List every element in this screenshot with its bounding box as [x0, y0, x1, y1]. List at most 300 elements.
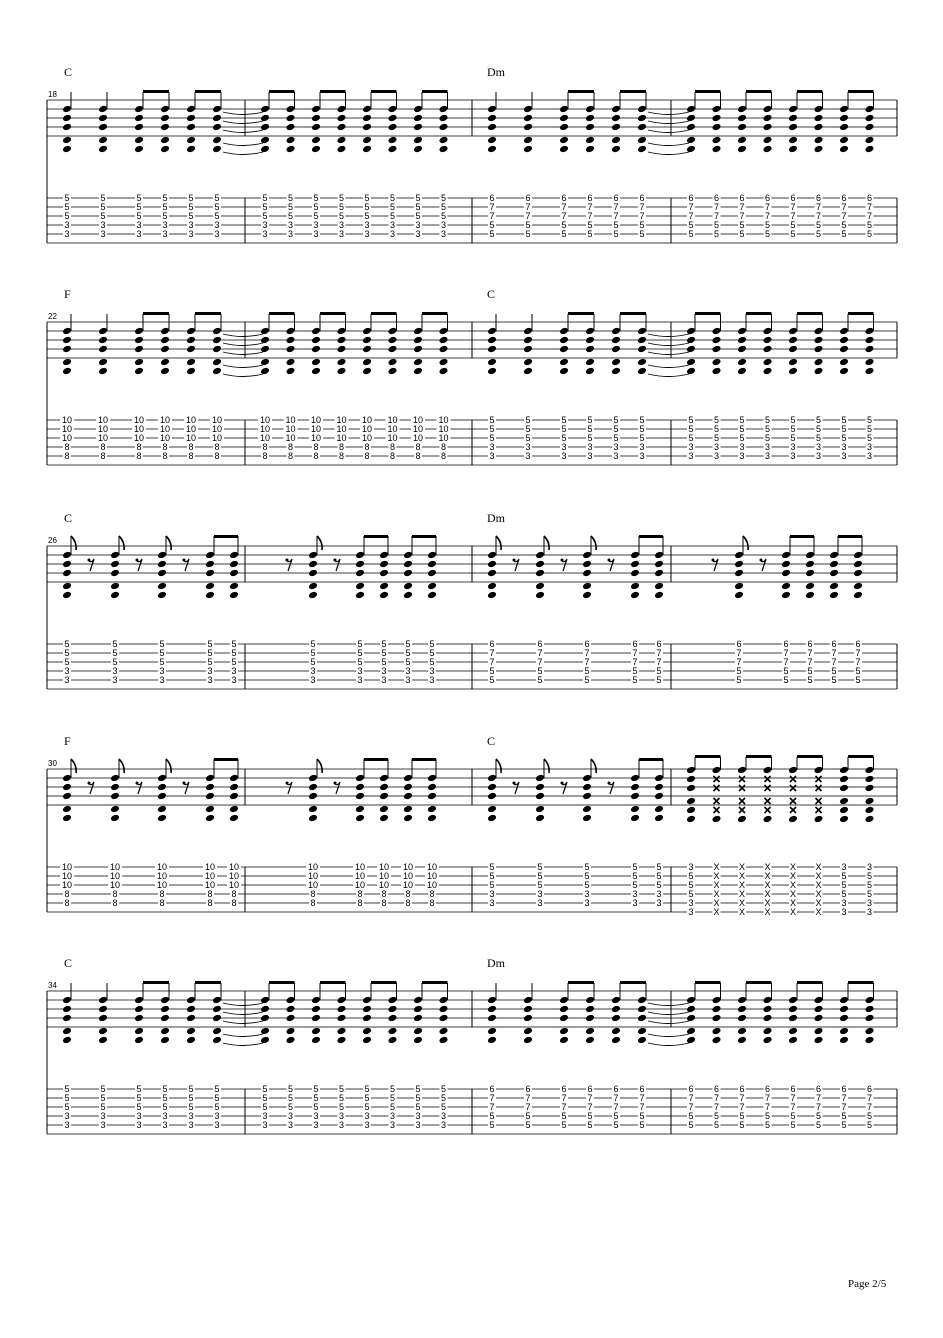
tab-number: 3	[338, 220, 345, 230]
notehead	[413, 105, 423, 113]
tab-number: 10	[97, 424, 109, 434]
notehead	[630, 805, 640, 813]
tab-number: 6	[584, 639, 590, 649]
notehead	[853, 591, 863, 599]
tab-number: 5	[262, 1093, 268, 1103]
notehead	[186, 327, 196, 335]
measure-number: 18	[48, 90, 57, 99]
notehead	[160, 1005, 170, 1013]
notehead	[337, 1036, 347, 1044]
tab-number: 8	[188, 451, 194, 461]
tab-number: 3	[866, 907, 873, 917]
tab-number: 5	[64, 1102, 70, 1112]
tie	[648, 1012, 689, 1015]
notehead	[814, 996, 824, 1004]
notehead	[110, 774, 120, 782]
beam	[746, 90, 772, 93]
notehead	[212, 327, 222, 335]
notehead	[788, 358, 798, 366]
tab-number: 5	[440, 1102, 447, 1112]
tab-number: 7	[764, 1093, 771, 1103]
notehead	[654, 814, 664, 822]
notehead	[212, 996, 222, 1004]
tab-number: 5	[587, 1111, 593, 1121]
notehead	[439, 996, 449, 1004]
tab-number: 5	[64, 202, 70, 212]
notehead	[439, 105, 449, 113]
tab-number: 5	[389, 193, 396, 203]
tab-number: 8	[287, 451, 294, 461]
notehead	[157, 582, 167, 590]
notehead	[734, 591, 744, 599]
notehead	[781, 582, 791, 590]
notehead	[487, 591, 497, 599]
tab-number: 8	[429, 889, 435, 899]
tab-number: 5	[112, 657, 118, 667]
notehead	[439, 1005, 449, 1013]
notehead	[186, 1027, 196, 1035]
muted-notehead	[765, 807, 771, 813]
notehead	[788, 345, 798, 353]
tab-number: 5	[262, 1084, 268, 1094]
notehead	[98, 1014, 108, 1022]
tab-number: 3	[739, 442, 745, 452]
notehead	[229, 814, 239, 822]
notehead	[487, 1005, 497, 1013]
tab-number: 5	[162, 1084, 168, 1094]
notehead	[487, 1027, 497, 1035]
notehead	[788, 105, 798, 113]
notehead	[337, 136, 347, 144]
notehead	[637, 105, 647, 113]
tab-number: 5	[688, 1111, 694, 1121]
notehead	[427, 774, 437, 782]
tab-number: 7	[525, 202, 531, 212]
tab-number: 10	[211, 424, 223, 434]
notehead	[487, 774, 497, 782]
notehead	[611, 1005, 621, 1013]
tab-number: 5	[739, 1111, 745, 1121]
tab-number: 5	[313, 1093, 319, 1103]
notehead	[186, 145, 196, 153]
muted-notehead	[765, 776, 771, 782]
tab-number: 5	[639, 1120, 645, 1130]
notehead	[487, 582, 497, 590]
beam	[639, 535, 663, 538]
tab-number: 3	[112, 675, 118, 685]
tab-number: 3	[639, 451, 645, 461]
notehead	[439, 123, 449, 131]
tab-number: 5	[841, 1120, 847, 1130]
notehead	[535, 591, 545, 599]
tab-number: 10	[185, 433, 197, 443]
tab-muted-mark: X	[789, 880, 797, 890]
tab-number: 10	[426, 880, 438, 890]
notehead	[286, 123, 296, 131]
notehead	[781, 551, 791, 559]
notehead	[427, 814, 437, 822]
notehead	[379, 560, 389, 568]
tab-number: 3	[713, 451, 720, 461]
tab-number: 5	[688, 424, 694, 434]
tab-number: 5	[841, 415, 847, 425]
tie	[648, 334, 689, 337]
tab-number: 5	[831, 666, 837, 676]
tie	[223, 130, 263, 133]
tab-number: 3	[790, 442, 796, 452]
notehead	[737, 1014, 747, 1022]
chord-symbol: Dm	[487, 511, 505, 525]
notehead	[523, 1014, 533, 1022]
note-flag	[119, 759, 124, 773]
tab-number: 5	[287, 193, 294, 203]
tab-number: 5	[136, 1084, 142, 1094]
notehead	[865, 1005, 875, 1013]
tab-number: 5	[632, 880, 638, 890]
tab-number: 5	[584, 675, 590, 685]
notehead	[388, 327, 398, 335]
tab-number: 10	[402, 862, 414, 872]
tab-number: 5	[739, 415, 745, 425]
tab-muted-mark: X	[789, 889, 797, 899]
muted-notehead	[714, 798, 720, 804]
notehead	[379, 814, 389, 822]
notehead	[205, 569, 215, 577]
tab-number: 7	[489, 211, 495, 221]
notehead	[487, 136, 497, 144]
tab-number: 8	[262, 451, 268, 461]
tab-muted-mark: X	[713, 898, 720, 908]
notehead	[379, 774, 389, 782]
notehead	[865, 1027, 875, 1035]
tab-muted-mark: X	[764, 871, 771, 881]
tab-number: 7	[656, 648, 662, 658]
tie	[648, 343, 689, 346]
notehead	[186, 1036, 196, 1044]
notehead	[286, 358, 296, 366]
tab-number: 5	[841, 229, 847, 239]
tab-number: 3	[525, 442, 531, 452]
notehead	[611, 1027, 621, 1035]
tab-number: 5	[656, 871, 662, 881]
tab-number: 7	[613, 202, 619, 212]
tab-number: 5	[584, 880, 590, 890]
tie	[648, 112, 689, 115]
notehead	[403, 792, 413, 800]
tab-number: 5	[584, 871, 590, 881]
tab-number: 5	[389, 1093, 396, 1103]
tab-number: 10	[387, 415, 398, 425]
tab-number: 5	[214, 193, 220, 203]
chord-symbol: C	[487, 287, 496, 301]
notehead	[611, 358, 621, 366]
tab-number: 8	[405, 889, 411, 899]
tab-number: 6	[841, 1084, 847, 1094]
tab-number: 6	[736, 639, 742, 649]
notehead	[379, 551, 389, 559]
tab-number: 5	[489, 871, 495, 881]
tab-number: 7	[561, 1093, 567, 1103]
tab-number: 3	[207, 666, 213, 676]
tab-number: 5	[405, 648, 411, 658]
tab-number: 5	[739, 229, 745, 239]
notehead	[379, 805, 389, 813]
tab-number: 7	[855, 648, 861, 658]
tab-number: 6	[688, 193, 694, 203]
notehead	[62, 114, 72, 122]
tab-number: 7	[790, 202, 796, 212]
tab-number: 5	[214, 1102, 220, 1112]
note-flag	[166, 536, 171, 550]
tab-number: 6	[713, 1084, 720, 1094]
notehead	[788, 367, 798, 375]
notehead	[487, 792, 497, 800]
tab-number: 5	[632, 675, 638, 685]
beam	[620, 90, 646, 93]
tab-number: 5	[764, 433, 771, 443]
tab-number: 10	[336, 424, 347, 434]
notehead	[737, 136, 747, 144]
notehead	[403, 591, 413, 599]
tab-number: 5	[866, 433, 873, 443]
notehead	[763, 1027, 773, 1035]
notehead	[805, 591, 815, 599]
tab-number: 3	[188, 220, 194, 230]
tab-number: 3	[656, 898, 662, 908]
tab-number: 8	[112, 889, 118, 899]
beam	[695, 90, 721, 93]
notehead	[160, 136, 170, 144]
tab-number: 5	[381, 648, 387, 658]
notehead	[585, 114, 595, 122]
tab-number: 5	[357, 648, 363, 658]
notehead	[286, 367, 296, 375]
notehead	[839, 345, 849, 353]
notehead	[734, 551, 744, 559]
beam	[143, 90, 169, 93]
notehead	[523, 1027, 533, 1035]
beam	[371, 312, 397, 315]
notehead	[229, 792, 239, 800]
tab-number: 5	[815, 415, 822, 425]
notehead	[814, 327, 824, 335]
beam	[143, 981, 169, 984]
tab-number: 3	[136, 1111, 142, 1121]
notehead	[611, 327, 621, 335]
tie	[648, 152, 689, 155]
notehead	[763, 145, 773, 153]
tab-number: 10	[361, 424, 373, 434]
tie	[223, 1021, 263, 1024]
notehead	[829, 591, 839, 599]
notehead	[763, 345, 773, 353]
tab-number: 7	[561, 202, 567, 212]
tab-number: 5	[313, 193, 319, 203]
tab-number: 5	[231, 648, 237, 658]
notehead	[157, 774, 167, 782]
notehead	[439, 336, 449, 344]
tab-number: 6	[525, 193, 531, 203]
tab-number: 8	[112, 898, 118, 908]
notehead	[186, 114, 196, 122]
notehead	[487, 336, 497, 344]
tab-number: 8	[162, 442, 168, 452]
muted-notehead	[765, 798, 771, 804]
tie	[648, 374, 689, 377]
tab-number: 3	[188, 1111, 194, 1121]
tab-number: 5	[561, 1120, 567, 1130]
tab-number: 3	[561, 442, 567, 452]
notehead	[865, 105, 875, 113]
tab-number: 5	[214, 1084, 220, 1094]
tab-number: 7	[866, 1102, 873, 1112]
tab-number: 5	[764, 1120, 771, 1130]
notehead	[737, 123, 747, 131]
notehead	[311, 145, 321, 153]
tab-number: 5	[841, 424, 847, 434]
tab-number: 8	[357, 889, 363, 899]
muted-notehead	[790, 807, 796, 813]
notehead	[229, 591, 239, 599]
beam	[371, 981, 397, 984]
tab-number: 7	[831, 657, 837, 667]
tab-number: 5	[338, 211, 345, 221]
notehead	[427, 582, 437, 590]
muted-notehead	[739, 798, 745, 804]
tab-muted-mark: X	[713, 889, 720, 899]
tab-number: 8	[159, 889, 165, 899]
notehead	[205, 805, 215, 813]
notehead	[134, 145, 144, 153]
tab-number: 5	[357, 639, 363, 649]
tab-number: 5	[188, 1093, 194, 1103]
tab-number: 3	[739, 451, 745, 461]
tab-number: 5	[584, 666, 590, 676]
tab-number: 5	[613, 229, 619, 239]
notehead	[559, 327, 569, 335]
tab-number: 3	[584, 889, 590, 899]
tab-number: 5	[489, 433, 495, 443]
tab-number: 5	[214, 1093, 220, 1103]
tab-number: 6	[639, 193, 645, 203]
note-flag	[544, 759, 549, 773]
tab-number: 7	[584, 657, 590, 667]
tab-number: 7	[525, 1093, 531, 1103]
tab-number: 6	[815, 193, 822, 203]
tab-number: 5	[415, 202, 421, 212]
notehead	[98, 145, 108, 153]
tab-number: 7	[639, 1102, 645, 1112]
notehead	[355, 560, 365, 568]
notehead	[763, 136, 773, 144]
notehead	[814, 136, 824, 144]
notehead	[582, 792, 592, 800]
notehead	[388, 105, 398, 113]
chord-symbol: F	[64, 287, 71, 301]
muted-notehead	[816, 776, 822, 782]
beam	[568, 90, 594, 93]
notehead	[134, 358, 144, 366]
tab-number: 5	[688, 415, 694, 425]
tab-number: 5	[783, 675, 789, 685]
tab-number: 3	[440, 1120, 447, 1130]
notehead	[788, 336, 798, 344]
tab-number: 3	[338, 1120, 345, 1130]
tab-number: 5	[688, 889, 694, 899]
tab-number: 3	[440, 229, 447, 239]
tab-number: 7	[790, 211, 796, 221]
notehead	[337, 123, 347, 131]
tab-muted-mark: X	[764, 889, 771, 899]
notehead	[308, 792, 318, 800]
tab-number: 7	[688, 1102, 694, 1112]
notehead	[439, 114, 449, 122]
notehead	[763, 123, 773, 131]
notehead	[814, 1027, 824, 1035]
tab-number: 5	[656, 666, 662, 676]
tab-number: 5	[231, 657, 237, 667]
notehead	[865, 1014, 875, 1022]
notehead	[413, 1014, 423, 1022]
tab-number: 10	[378, 862, 390, 872]
beam	[320, 90, 346, 93]
muted-notehead	[790, 785, 796, 791]
notehead	[286, 1036, 296, 1044]
notehead	[98, 136, 108, 144]
tab-number: 5	[587, 220, 593, 230]
notehead	[865, 996, 875, 1004]
tab-number: 5	[613, 220, 619, 230]
tab-number: 3	[389, 229, 396, 239]
tab-number: 10	[307, 880, 319, 890]
beam	[620, 312, 646, 315]
tab-number: 8	[313, 442, 319, 452]
notehead	[62, 345, 72, 353]
tab-number: 5	[440, 211, 447, 221]
tab-number: 7	[866, 211, 873, 221]
notehead	[62, 336, 72, 344]
rest-dot	[608, 782, 611, 785]
tie	[648, 1043, 689, 1046]
notehead	[337, 145, 347, 153]
notehead	[788, 145, 798, 153]
beam	[320, 312, 346, 315]
notehead	[311, 345, 321, 353]
notehead	[788, 766, 798, 774]
beam	[143, 312, 169, 315]
tab-number: 8	[64, 889, 70, 899]
notehead	[788, 327, 798, 335]
tab-number: 6	[764, 193, 771, 203]
tab-number: 3	[537, 889, 543, 899]
notehead	[654, 569, 664, 577]
notehead	[362, 105, 372, 113]
tab-number: 5	[632, 862, 638, 872]
tab-number: 5	[389, 1102, 396, 1112]
notehead	[157, 805, 167, 813]
tab-number: 10	[259, 424, 271, 434]
beam	[269, 981, 295, 984]
tab-number: 5	[815, 229, 822, 239]
beam	[214, 535, 238, 538]
notehead	[337, 1005, 347, 1013]
tab-number: 3	[525, 451, 531, 461]
notehead	[582, 774, 592, 782]
tab-number: 5	[613, 424, 619, 434]
notehead	[337, 367, 347, 375]
notehead	[134, 336, 144, 344]
tab-number: 5	[713, 415, 720, 425]
